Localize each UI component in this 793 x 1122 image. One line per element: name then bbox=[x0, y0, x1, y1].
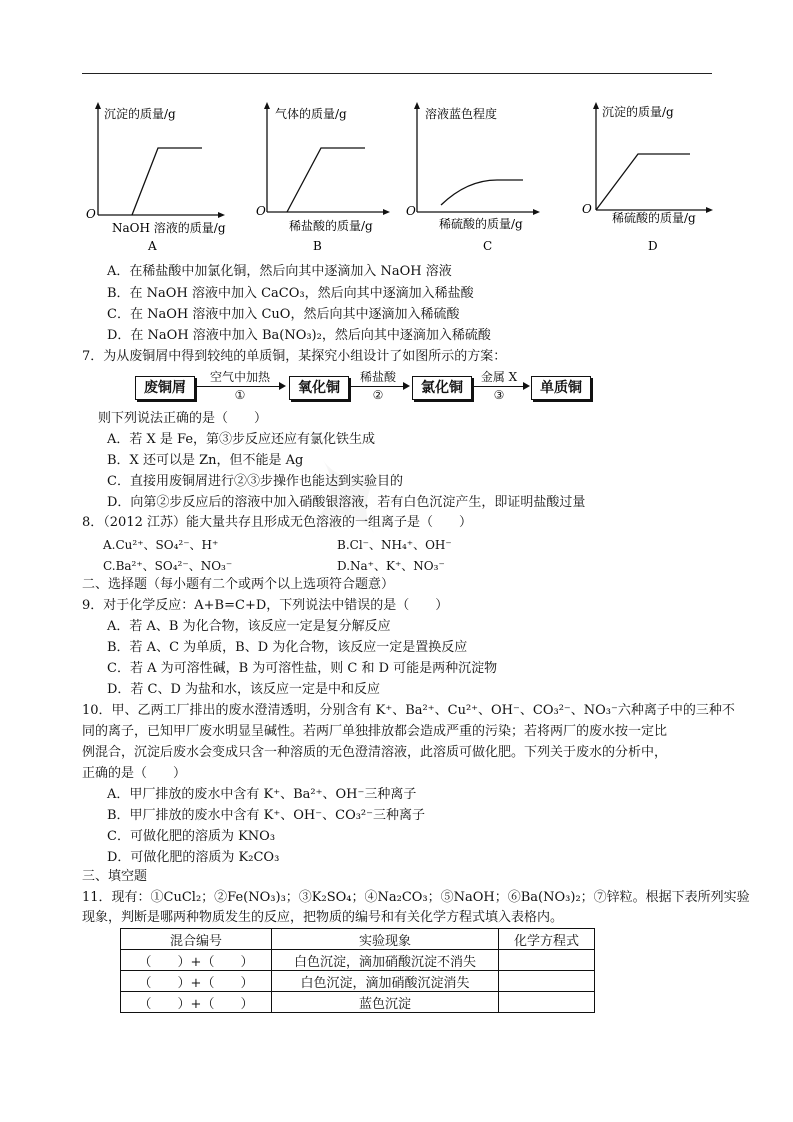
flow-arrow-3-top: 金属 X bbox=[480, 370, 518, 384]
q11-line-1: 11．现有：①CuCl₂；②Fe(NO₃)₃；③K₂SO₄；④Na₂CO₃；⑤NaOH；⑥Ba(NO₃)₂；⑦锌粒。根据下表所列实验 bbox=[82, 890, 750, 905]
q6-option-d: D．在 NaOH 溶液中加入 Ba(NO₃)₂，然后向其中逐滴加入稀硫酸 bbox=[107, 328, 491, 343]
graph-b-ylabel: 气体的质量/g bbox=[275, 107, 347, 121]
table-row bbox=[121, 971, 595, 992]
flow-arrow-3-bottom: ③ bbox=[493, 388, 505, 402]
q10-option-c: C．可做化肥的溶质为 KNO₃ bbox=[107, 829, 276, 844]
graph-d-origin: O bbox=[582, 202, 592, 216]
table-cell-mix[interactable]: （ ）+（ ） bbox=[121, 971, 272, 992]
flow-arrow-2-bottom: ② bbox=[372, 388, 384, 402]
graph-b-plot bbox=[255, 100, 395, 253]
flow-box-copper-chloride: 氯化铜 bbox=[412, 376, 472, 400]
section-3-heading: 三、填空题 bbox=[82, 869, 148, 884]
flow-arrow-2-top: 稀盐酸 bbox=[359, 370, 396, 384]
table-header-cell: 化学方程式 bbox=[499, 929, 595, 950]
table-cell-equation[interactable] bbox=[499, 971, 595, 992]
graph-b-xlabel: 稀盐酸的质量/g bbox=[289, 219, 373, 233]
graph-c-xlabel: 稀硫酸的质量/g bbox=[439, 217, 523, 231]
graph-a-origin: O bbox=[86, 207, 96, 221]
table-cell-phenomenon: 白色沉淀，滴加硝酸沉淀不消失 bbox=[272, 950, 499, 971]
graph-c-ylabel: 溶液蓝色程度 bbox=[425, 107, 498, 121]
q7-ask: 则下列说法正确的是（ ） bbox=[98, 411, 268, 426]
flow-box-copper: 单质铜 bbox=[531, 376, 591, 400]
q6-option-c: C．在 NaOH 溶液中加入 CuO，然后向其中逐滴加入稀硫酸 bbox=[107, 307, 460, 322]
q7-option-d: D．向第②步反应后的溶液中加入硝酸银溶液，若有白色沉淀产生，即证明盐酸过量 bbox=[107, 495, 586, 510]
flow-arrow-1-top: 空气中加热 bbox=[209, 370, 270, 384]
q7-stem: 7．为从废铜屑中得到较纯的单质铜，某探究小组设计了如图所示的方案： bbox=[82, 349, 507, 364]
q10-line-4: 正确的是（ ） bbox=[82, 766, 187, 781]
q6-option-b: B．在 NaOH 溶液中加入 CaCO₃，然后向其中逐滴加入稀盐酸 bbox=[107, 286, 474, 301]
q10-line-1: 10．甲、乙两工厂排出的废水澄清透明，分别含有 K⁺、Ba²⁺、Cu²⁺、OH⁻、CO₃²⁻、NO₃⁻六种离子中的三种不 bbox=[82, 703, 735, 718]
table-row bbox=[121, 992, 595, 1013]
q7-option-a: A．若 X 是 Fe，第③步反应还应有氯化铁生成 bbox=[107, 432, 376, 447]
section-2-heading: 二、选择题（每小题有二个或两个以上选项符合题意） bbox=[82, 577, 395, 592]
q10-option-d: D．可做化肥的溶质为 K₂CO₃ bbox=[107, 850, 280, 865]
table-header-cell: 实验现象 bbox=[272, 929, 499, 950]
table-cell-mix[interactable]: （ ）+（ ） bbox=[121, 950, 272, 971]
graph-d-letter: D bbox=[648, 239, 658, 253]
table-cell-phenomenon: 白色沉淀，滴加硝酸沉淀消失 bbox=[272, 971, 499, 992]
table-row bbox=[121, 950, 595, 971]
flow-arrow-1-bottom: ① bbox=[234, 388, 246, 402]
flow-box-scrap-copper: 废铜屑 bbox=[135, 376, 195, 400]
q9-stem: 9．对于化学反应：A+B=C+D，下列说法中错误的是（ ） bbox=[82, 598, 449, 613]
graph-b bbox=[255, 100, 395, 254]
table-header-row bbox=[121, 929, 595, 950]
graph-a-plot bbox=[82, 100, 226, 253]
graph-c-plot bbox=[405, 100, 545, 253]
q8-option-c: C.Ba²⁺、SO₄²⁻、NO₃⁻ bbox=[103, 559, 233, 573]
graph-c bbox=[405, 100, 545, 254]
flow-arrow-2 bbox=[351, 386, 403, 387]
q8-option-b: B.Cl⁻、NH₄⁺、OH⁻ bbox=[337, 538, 452, 552]
graph-d-plot bbox=[580, 100, 720, 253]
q7-option-c: C．直接用废铜屑进行②③步操作也能达到实验目的 bbox=[107, 474, 403, 489]
graph-d-ylabel: 沉淀的质量/g bbox=[602, 105, 674, 119]
table-cell-equation[interactable] bbox=[499, 992, 595, 1013]
flow-arrow-1 bbox=[197, 386, 279, 387]
q9-option-b: B．若 A、C 为单质，B、D 为化合物，该反应一定是置换反应 bbox=[107, 640, 468, 655]
q7-option-b: B．X 还可以是 Zn，但不能是 Ag bbox=[107, 453, 304, 468]
flow-box-copper-oxide: 氧化铜 bbox=[289, 376, 349, 400]
table-cell-mix[interactable]: （ ）+（ ） bbox=[121, 992, 272, 1013]
q8-option-d: D.Na⁺、K⁺、NO₃⁻ bbox=[337, 559, 445, 573]
q11-table bbox=[120, 928, 595, 1013]
q11-line-2: 现象，判断是哪两种物质发生的反应，把物质的编号和有关化学方程式填入表格内。 bbox=[82, 910, 564, 925]
graph-b-letter: B bbox=[313, 239, 322, 253]
table-cell-equation[interactable] bbox=[499, 950, 595, 971]
graph-a bbox=[82, 100, 226, 254]
q9-option-c: C．若 A 为可溶性碱，B 为可溶性盐，则 C 和 D 可能是两种沉淀物 bbox=[107, 661, 498, 676]
q6-option-a: A．在稀盐酸中加氯化铜，然后向其中逐滴加入 NaOH 溶液 bbox=[107, 264, 452, 279]
graph-a-letter: A bbox=[148, 239, 157, 253]
q9-option-a: A．若 A、B 为化合物，该反应一定是复分解反应 bbox=[107, 619, 391, 634]
flow-arrow-3 bbox=[473, 386, 523, 387]
q10-line-2: 同的离子，已知甲厂废水明显呈碱性。若两厂单独排放都会造成严重的污染；若将两厂的废水按一定比 bbox=[82, 724, 668, 739]
graph-d-xlabel: 稀硫酸的质量/g bbox=[612, 211, 696, 225]
graph-a-ylabel: 沉淀的质量/g bbox=[104, 107, 176, 121]
table-header-cell: 混合编号 bbox=[121, 929, 272, 950]
graph-c-origin: O bbox=[406, 204, 416, 218]
graph-d bbox=[580, 100, 720, 254]
q7-flow-diagram bbox=[135, 372, 585, 402]
q10-option-b: B．甲厂排放的废水中含有 K⁺、OH⁻、CO₃²⁻三种离子 bbox=[107, 808, 426, 823]
top-rule bbox=[82, 73, 712, 74]
q8-stem: 8．（2012 江苏）能大量共存且形成无色溶液的一组离子是（ ） bbox=[82, 515, 472, 530]
table-cell-phenomenon: 蓝色沉淀 bbox=[272, 992, 499, 1013]
q9-option-d: D．若 C、D 为盐和水，该反应一定是中和反应 bbox=[107, 682, 381, 697]
q10-line-3: 例混合，沉淀后废水会变成只含一种溶质的无色澄清溶液，此溶质可做化肥。下列关于废水的分析中， bbox=[82, 745, 668, 760]
graph-c-letter: C bbox=[483, 239, 493, 253]
graph-b-origin: O bbox=[256, 204, 266, 218]
graph-a-xlabel: NaOH 溶液的质量/g bbox=[112, 221, 226, 235]
q8-option-a: A.Cu²⁺、SO₄²⁻、H⁺ bbox=[103, 538, 219, 552]
q10-option-a: A．甲厂排放的废水中含有 K⁺、Ba²⁺、OH⁻三种离子 bbox=[107, 787, 417, 802]
